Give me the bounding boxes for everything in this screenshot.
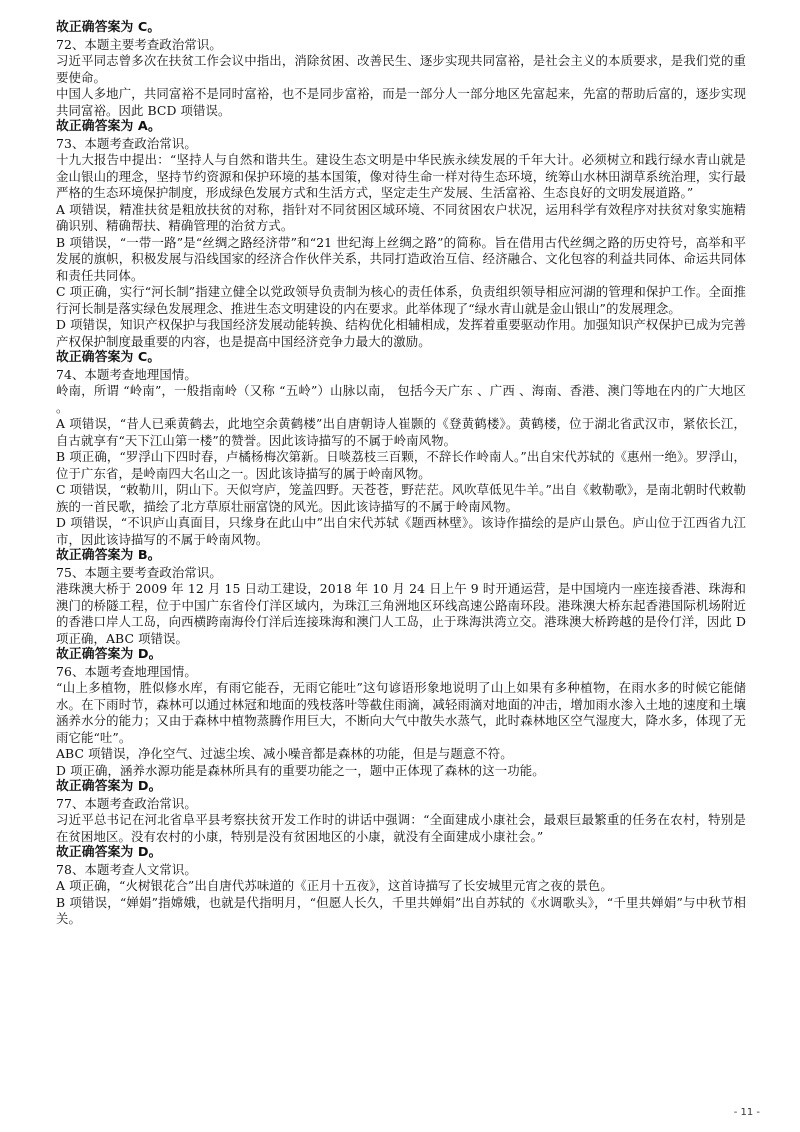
page-number: - 11 -: [733, 1107, 760, 1118]
answer-line: 故正确答案为 A。: [56, 119, 161, 134]
answer-line: 故正确答案为 B。: [56, 548, 161, 563]
paragraph: A 项错误，“昔人已乘黄鹤去，此地空余黄鹤楼”出自唐朝诗人崔颢的《登黄鹤楼》。黄鹤楼，位于湖北省武汉市，紧依长江，自古就享有“天下江山第一楼”的赞誉。因此该诗描写的不属于岭南风物。: [56, 416, 746, 448]
question-heading: 73、本题考查政治常识。: [56, 135, 197, 151]
paragraph: “山上多植物，胜似修水库，有雨它能吞，无雨它能吐”这句谚语形象地说明了山上如果有多种植物，在雨水多的时候它能储水。在下雨时节，森林可以通过林冠和地面的残枝落叶等截住雨滴，减轻雨滴对地面的冲击，增加雨水渗入土地的速度和土壤涵养水分的能力；又由于森林中植物蒸腾作用巨大，不断向大气中散失水蒸气，此时森林地区空气湿度大，降水多，体现了无雨它能“吐”。: [56, 680, 746, 745]
paragraph: D 项错误，知识产权保护与我国经济发展动能转换、结构优化相辅相成，发挥着重要驱动作用。加强知识产权保护已成为完善产权保护制度最重要的内容，也是提高中国经济竞争力最大的激励。: [56, 317, 746, 349]
paragraph: C 项正确，实行“河长制”指建立健全以党政领导负责制为核心的责任体系，负责组织领导相应河湖的管理和保护工作。全面推行河长制是落实绿色发展理念、推进生态文明建设的内在要求。此举体现了“绿水青山就是金山银山”的发展理念。: [56, 284, 746, 316]
answer-line: 故正确答案为 C。: [56, 350, 161, 365]
answer-line: 故正确答案为 D。: [56, 845, 162, 860]
paragraph: B 项错误，“婵娟”指嫦娥，也就是代指明月，“但愿人长久，千里共婵娟”出自苏轼的《水调歌头》，“千里共婵娟”与中秋节相关。: [56, 894, 746, 926]
paragraph: B 项错误，“一带一路”是“丝绸之路经济带”和“21 世纪海上丝绸之路”的简称。旨在借用古代丝绸之路的历史符号，高举和平发展的旗帜，积极发展与沿线国家的经济合作伙伴关系，共同打造政治互信、经济融合、文化包容的利益共同体、命运共同体和责任共同体。: [56, 234, 746, 283]
question-heading: 76、本题考查地理国情。: [56, 663, 197, 679]
paragraph: C 项错误，“敕勒川，阴山下。天似穹庐，笼盖四野。天苍苍，野茫茫。风吹草低见牛羊。”出自《敕勒歌》，是南北朝时代敕勒族的一首民歌，描绘了北方草原壮丽富饶的风光。因此该诗描写的不属于岭南风物。: [56, 482, 746, 514]
answer-line: 故正确答案为 C。: [56, 20, 161, 35]
paragraph: B 项正确，“罗浮山下四时春，卢橘杨梅次第新。日啖荔枝三百颗，不辞长作岭南人。”出自宋代苏轼的《惠州一绝》。罗浮山，位于广东省，是岭南四大名山之一。因此该诗描写的属于岭南风物。: [56, 449, 746, 481]
answer-line: 故正确答案为 D。: [56, 779, 162, 794]
question-heading: 77、本题考查政治常识。: [56, 795, 197, 811]
paragraph: 岭南，所谓 “岭南”，一般指南岭（又称 “五岭”）山脉以南， 包括今天广东 、广西 、海南、香港、澳门等地在内的广大地区 。: [56, 383, 746, 415]
paragraph: 中国人多地广，共同富裕不是同时富裕，也不是同步富裕，而是一部分人一部分地区先富起来，先富的帮助后富的，逐步实现共同富裕。因此 BCD 项错误。: [56, 86, 746, 118]
paragraph: 港珠澳大桥于 2009 年 12 月 15 日动工建设，2018 年 10 月 24 日上午 9 时开通运营，是中国境内一座连接香港、珠海和澳门的桥隧工程，位于中国广东省伶仃洋区域内，为珠江三角洲地区环线高速公路南环段。港珠澳大桥东起香港国际机场附近的香港口岸人工岛，向西横跨南海伶仃洋后连接珠海和澳门人工岛，止于珠海洪湾立交。港珠澳大桥跨越的是伶仃洋，因此 D 项正确，ABC 项错误。: [56, 581, 746, 646]
paragraph: 习近平同志曾多次在扶贫工作会议中指出，消除贫困、改善民生、逐步实现共同富裕，是社会主义的本质要求，是我们党的重要使命。: [56, 53, 746, 85]
paragraph: A 项错误，精准扶贫是粗放扶贫的对称，指针对不同贫困区域环境、不同贫困农户状况，运用科学有效程序对扶贫对象实施精确识别、精确帮扶、精确管理的治贫方式。: [56, 201, 746, 233]
paragraph: D 项错误，“不识庐山真面目，只缘身在此山中”出自宋代苏轼《题西林壁》。该诗作描绘的是庐山景色。庐山位于江西省九江市，因此该诗描写的不属于岭南风物。: [56, 515, 746, 547]
question-heading: 74、本题考查地理国情。: [56, 366, 197, 382]
question-heading: 75、本题主要考查政治常识。: [56, 564, 222, 580]
paragraph: D 项正确，涵养水源功能是森林所具有的重要功能之一，题中正体现了森林的这一功能。: [56, 762, 545, 778]
paragraph: 十九大报告中提出：“坚持人与自然和谐共生。建设生态文明是中华民族永续发展的千年大计。必须树立和践行绿水青山就是金山银山的理念，坚持节约资源和保护环境的基本国策，像对待生命一样对待生态环境，统筹山水林田湖草系统治理，实行最严格的生态环境保护制度，形成绿色发展方式和生活方式，坚定走生产发展、生活富裕、生态良好的文明发展道路。”: [56, 152, 746, 200]
document-body: [56, 20, 746, 928]
answer-line: 故正确答案为 D。: [56, 647, 162, 662]
paragraph: A 项正确，“火树银花合”出自唐代苏味道的《正月十五夜》，这首诗描写了长安城里元宵之夜的景色。: [56, 878, 613, 893]
question-heading: 78、本题考查人文常识。: [56, 861, 197, 877]
paragraph: ABC 项错误，净化空气、过滤尘埃、减小噪音都是森林的功能，但是与题意不符。: [56, 746, 513, 761]
paragraph: 习近平总书记在河北省阜平县考察扶贫开发工作时的讲话中强调：“全面建成小康社会，最艰巨最繁重的任务在农村，特别是在贫困地区。没有农村的小康，特别是没有贫困地区的小康，就没有全面建成小康社会。”: [56, 812, 746, 844]
question-heading: 72、本题主要考查政治常识。: [56, 36, 222, 52]
